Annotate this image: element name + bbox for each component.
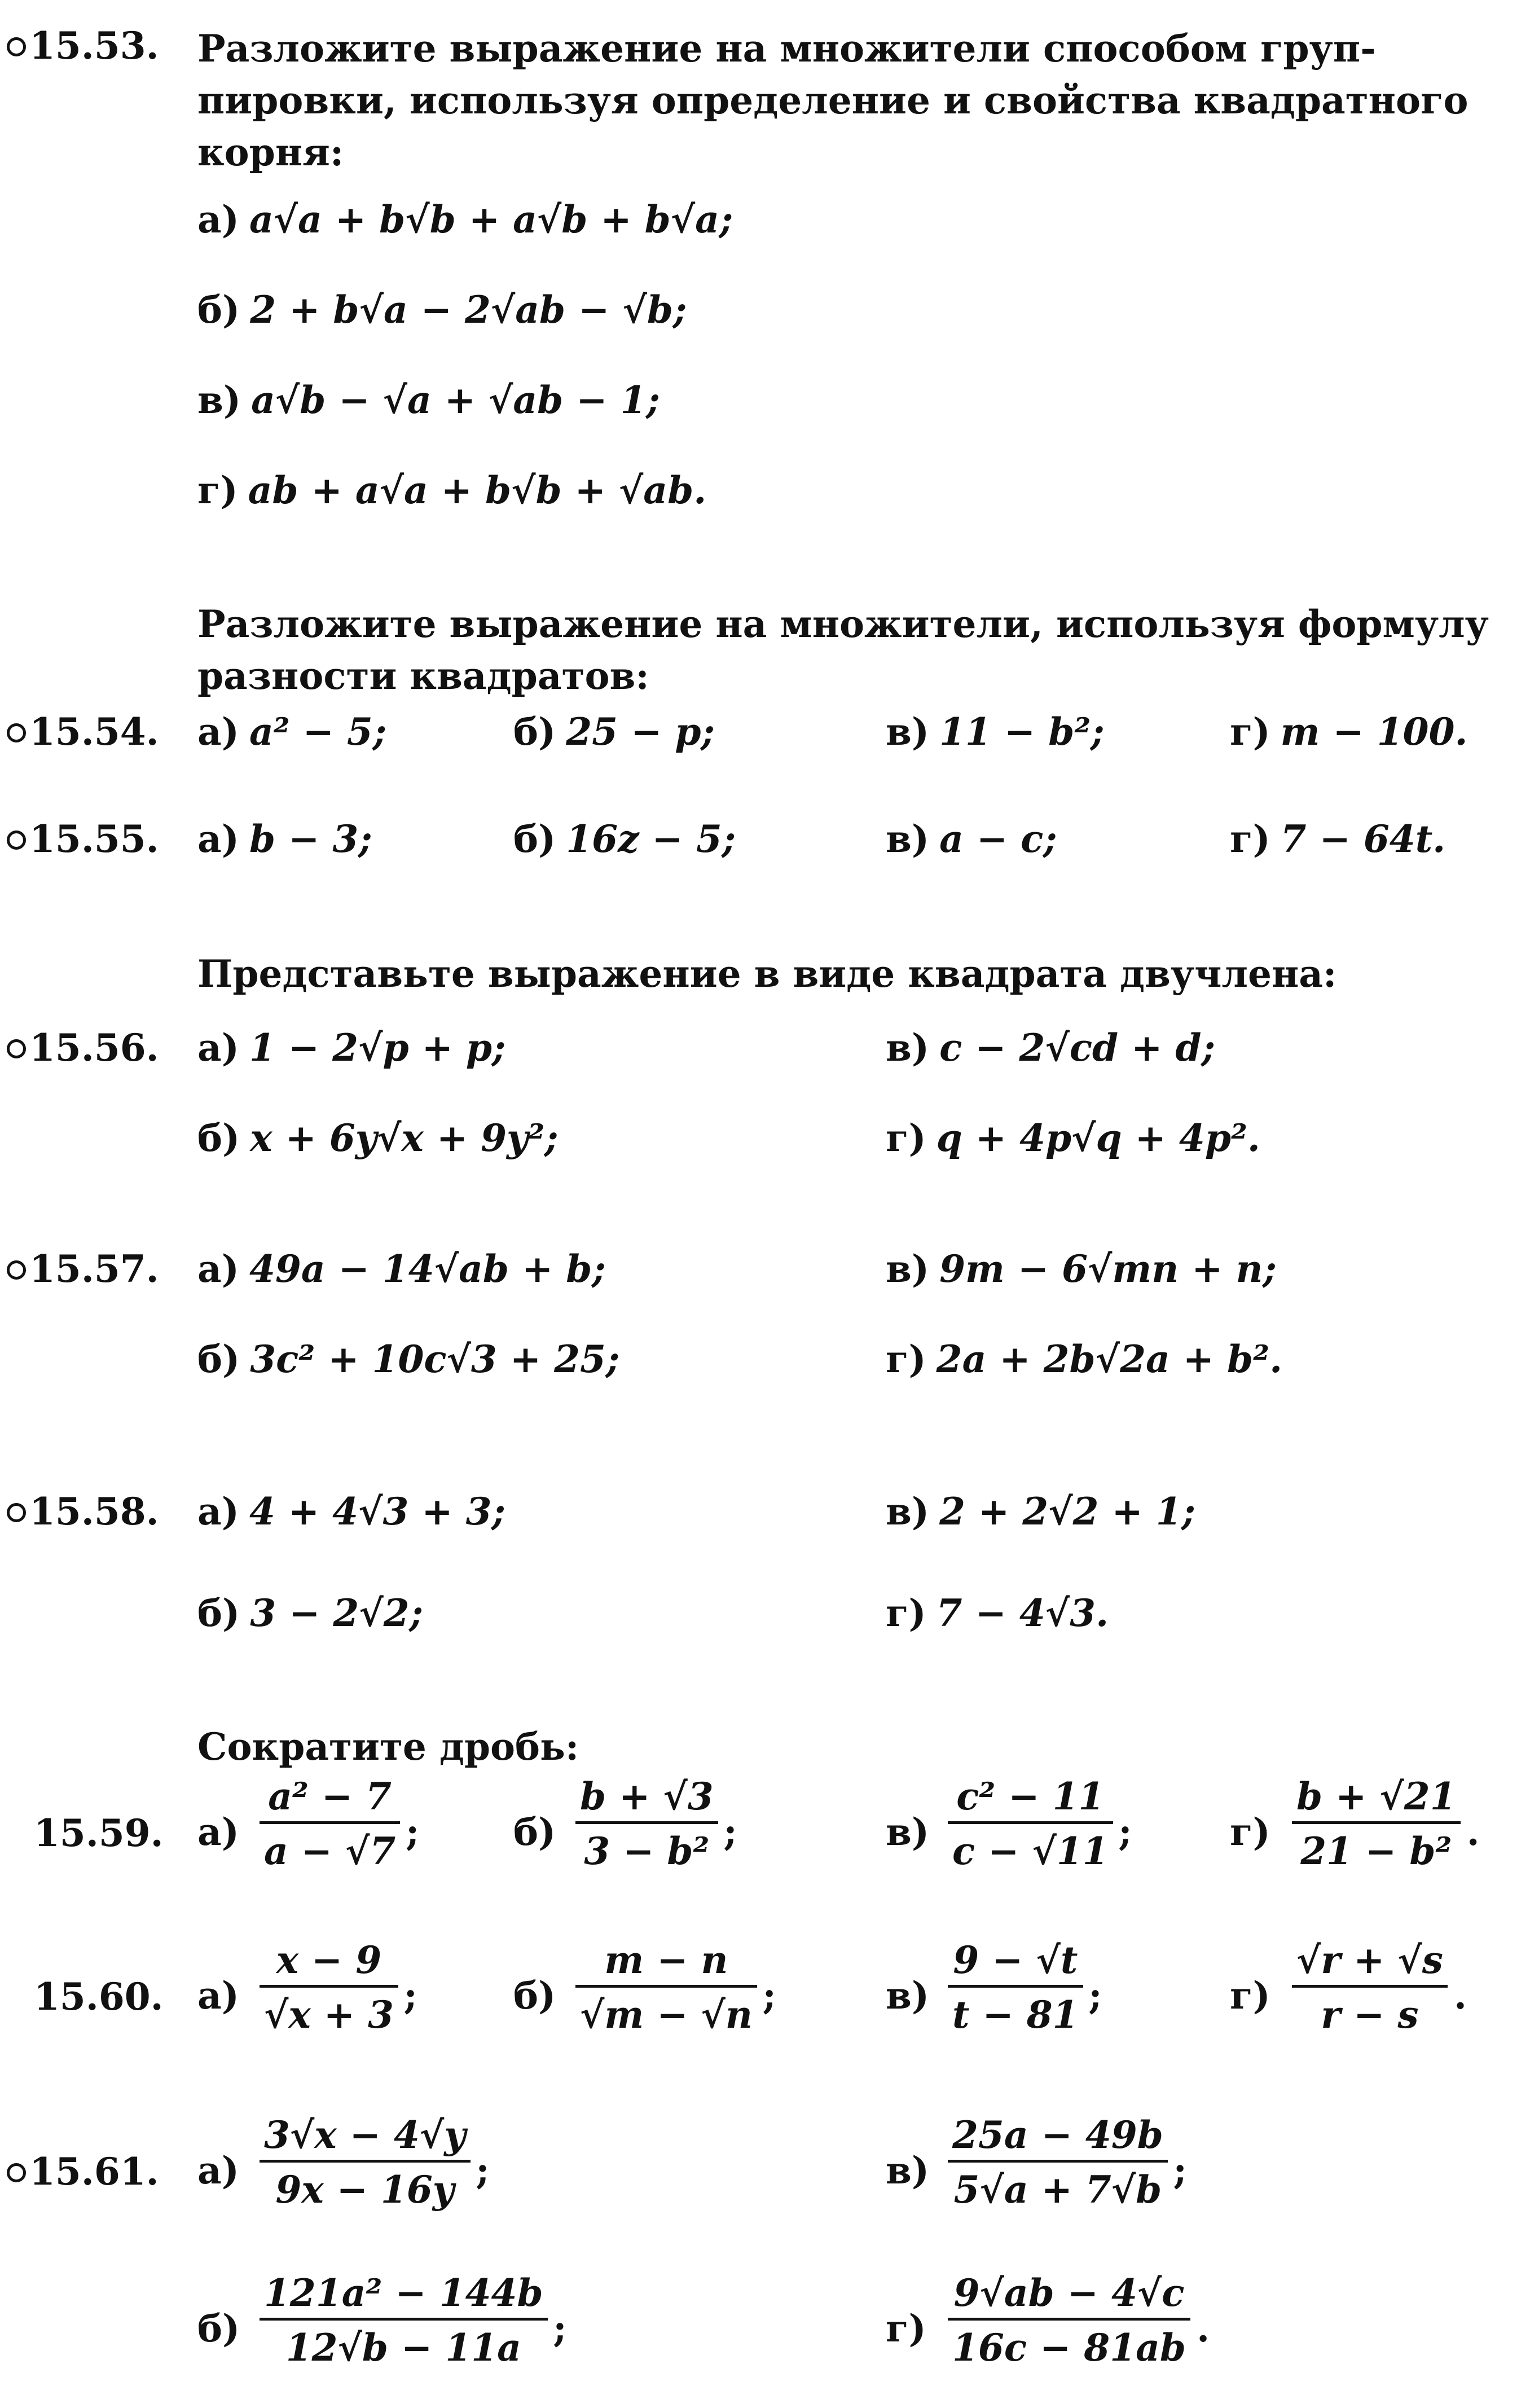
- fraction: b + √21 21 − b² .: [1292, 1772, 1461, 1878]
- problem-15-54-item-v: в) 11 − b²;: [886, 710, 1105, 754]
- problem-number-15-58: 15.58.: [7, 1489, 159, 1533]
- circle-marker-icon: [7, 723, 26, 742]
- problem-15-53-text: Разложите выражение на множители способом груп- пировки, используя определение и свойства квадратного корня:: [197, 27, 1469, 174]
- problem-15-57-item-b: б) 3c² + 10c√3 + 25;: [197, 1337, 620, 1381]
- section-intro-reduce-fraction: Сократите дробь:: [197, 1725, 579, 1769]
- problem-number-15-60: 15.60.: [34, 1975, 164, 2019]
- problem-15-54-item-b: б) 25 − p;: [513, 710, 715, 754]
- problem-15-57-item-a: а) 49a − 14√ab + b;: [197, 1247, 606, 1291]
- problem-15-56-item-v: в) c − 2√cd + d;: [886, 1026, 1215, 1070]
- problem-15-55-item-v: в) a − c;: [886, 817, 1057, 861]
- problem-15-54-item-g: г) m − 100.: [1230, 710, 1468, 754]
- problem-15-53-item-v: в) a√b − √a + √ab − 1;: [197, 378, 660, 422]
- circle-marker-icon: [7, 831, 26, 850]
- problem-number-15-55: 15.55.: [7, 817, 159, 861]
- problem-15-58-item-v: в) 2 + 2√2 + 1;: [886, 1489, 1196, 1533]
- fraction: b + √3 3 − b² ;: [575, 1772, 718, 1878]
- problem-15-56-item-g: г) q + 4p√q + 4p².: [886, 1116, 1260, 1160]
- circle-marker-icon: [7, 1039, 26, 1058]
- problem-15-56-item-a: а) 1 − 2√p + p;: [197, 1026, 506, 1070]
- problem-number-15-59: 15.59.: [34, 1811, 164, 1855]
- circle-marker-icon: [7, 1260, 26, 1280]
- fraction: 121a² − 144b 12√b − 11a ;: [260, 2268, 548, 2375]
- fraction: 9√ab − 4√c 16c − 81ab .: [948, 2268, 1190, 2375]
- problem-number-15-57: 15.57.: [7, 1247, 159, 1291]
- fraction: x − 9 √x + 3 ;: [260, 1935, 398, 2042]
- circle-marker-icon: [7, 2163, 26, 2182]
- problem-15-58-item-g: г) 7 − 4√3.: [886, 1591, 1109, 1635]
- textbook-page: 15.53. Разложите выражение на множители способом груп- пировки, используя определение и свойства квадратного корня: а) a√a + b√b + a√b + b√a; б) 2 + b√a − 2√ab − √b; в) a√b − √a + √ab − 1; г) ab + a√a + b√b + √ab. Разложите выражение на множители, используя формулу разности квадратов: 15.54. а) a² − 5; б) 25 − p; в) 11 − b²; г) m − 100. 15.55. а) b − 3; б) 16z − 5; в) a − c; г) 7 − 64t. Представьте выражение в виде квадрата двучлена: 15.56. а) 1 − 2√p + p; в) c − 2√cd + d; б) x + 6y√x + 9y²; г) q + 4p√q + 4p². 15.57. а) 49a − 14√ab + b; в) 9m − 6√mn + n; б) 3c² + 10c√3 + 25; г) 2a + 2b√2a + b². 15.58. а) 4 + 4√3 + 3; в) 2 + 2√2 + 1; б) 3 − 2√2; г) 7 − 4√3. Сократите дробь: 15.59. а) a² − 7 a − √7 ; б) b + √3 3 − b² ; в) c² − 11 c − √11 ; г) b + √21 21 − b² . 15.60. а) x − 9 √x + 3 ; б) m − n √m − √n ; в) 9 − √t t − 81 ; г) √r + √s r − s . 15.61. а) 3√x − 4√y 9x − 16y ; в) 25a − 49b 5√a + 7√b ; б) 121a² − 144b 12√b − 11a ; г) 9√ab − 4√c 16c − 81ab .: [0, 0, 1530, 2408]
- problem-15-53-item-b: б) 2 + b√a − 2√ab − √b;: [197, 288, 687, 332]
- problem-number-15-53: 15.53.: [7, 24, 159, 68]
- problem-number-15-56: 15.56.: [7, 1026, 159, 1070]
- problem-15-55-item-g: г) 7 − 64t.: [1230, 817, 1446, 861]
- circle-marker-icon: [7, 1503, 26, 1522]
- fraction: c² − 11 c − √11 ;: [948, 1772, 1113, 1878]
- section-intro-difference-of-squares: Разложите выражение на множители, используя формулу разности квадратов:: [197, 602, 1489, 698]
- problem-number-15-54: 15.54.: [7, 710, 159, 754]
- problem-15-53-item-a: а) a√a + b√b + a√b + b√a;: [197, 197, 733, 241]
- problem-15-55-item-b: б) 16z − 5;: [513, 817, 736, 861]
- problem-15-53-item-g: г) ab + a√a + b√b + √ab.: [197, 468, 707, 512]
- fraction: 25a − 49b 5√a + 7√b ;: [948, 2110, 1168, 2217]
- problem-15-55-item-a: а) b − 3;: [197, 817, 372, 861]
- problem-15-58-item-b: б) 3 − 2√2;: [197, 1591, 424, 1635]
- problem-15-58-item-a: а) 4 + 4√3 + 3;: [197, 1489, 505, 1533]
- problem-15-54-item-a: а) a² − 5;: [197, 710, 387, 754]
- problem-15-56-item-b: б) x + 6y√x + 9y²;: [197, 1116, 559, 1160]
- fraction: √r + √s r − s .: [1292, 1935, 1448, 2042]
- fraction: 9 − √t t − 81 ;: [948, 1935, 1083, 2042]
- circle-marker-icon: [7, 37, 26, 56]
- problem-15-57-item-g: г) 2a + 2b√2a + b².: [886, 1337, 1283, 1381]
- section-intro-binomial-square: Представьте выражение в виде квадрата двучлена:: [197, 952, 1337, 996]
- fraction: a² − 7 a − √7 ;: [260, 1772, 400, 1878]
- fraction: m − n √m − √n ;: [575, 1935, 757, 2042]
- problem-number-15-61: 15.61.: [7, 2150, 159, 2194]
- fraction: 3√x − 4√y 9x − 16y ;: [260, 2110, 471, 2217]
- problem-15-57-item-v: в) 9m − 6√mn + n;: [886, 1247, 1277, 1291]
